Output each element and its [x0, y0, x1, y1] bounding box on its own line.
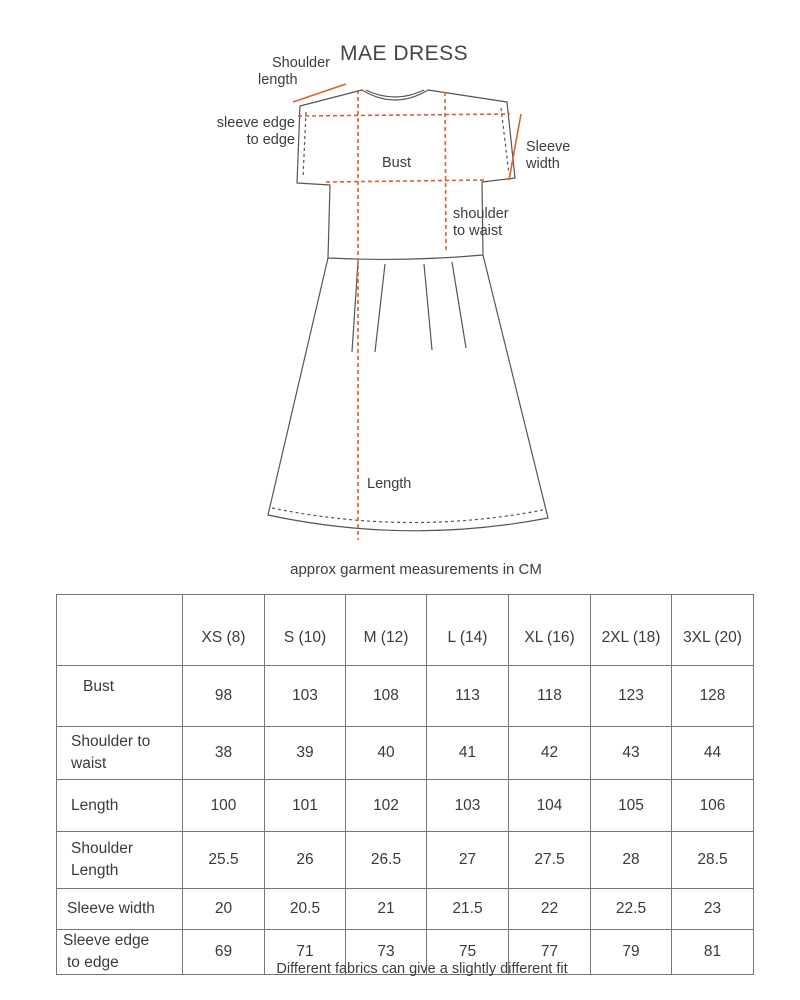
table-cell: 43 — [591, 727, 672, 780]
table-cell: 108 — [346, 666, 427, 727]
table-cell: 26.5 — [346, 832, 427, 889]
table-cell: 118 — [509, 666, 591, 727]
table-cell: 27.5 — [509, 832, 591, 889]
pleat — [375, 264, 385, 352]
table-cell: 27 — [427, 832, 509, 889]
table-cell: 73 — [346, 930, 427, 975]
table-row — [57, 832, 754, 889]
table-cell: 69 — [183, 930, 265, 975]
table-row — [57, 889, 754, 930]
label-bust: Bust — [382, 155, 412, 171]
table-cell: 26 — [265, 832, 346, 889]
table-cell: 38 — [183, 727, 265, 780]
table-cell: 104 — [509, 780, 591, 832]
table-row — [57, 666, 754, 727]
label-shoulder-to-waist: shoulder to waist — [453, 206, 509, 239]
table-cell: 41 — [427, 727, 509, 780]
sleeve-edge-line — [298, 114, 510, 116]
measurement-caption: approx garment measurements in CM — [290, 561, 542, 578]
row-label: Bust — [57, 666, 183, 727]
table-cell: 22 — [509, 889, 591, 930]
table-row — [57, 780, 754, 832]
table-cell: 39 — [265, 727, 346, 780]
table-cell: 20.5 — [265, 889, 346, 930]
sleeve-width-line — [509, 114, 521, 180]
size-table — [56, 594, 754, 975]
table-cell: 98 — [183, 666, 265, 727]
table-cell: 123 — [591, 666, 672, 727]
page-title: MAE DRESS — [340, 42, 469, 65]
table-cell: 44 — [672, 727, 754, 780]
table-cell: 75 — [427, 930, 509, 975]
table-cell: 25.5 — [183, 832, 265, 889]
label-sleeve-edge-to-edge: sleeve edge to edge — [216, 115, 295, 148]
table-cell: 23 — [672, 889, 754, 930]
table-cell: 20 — [183, 889, 265, 930]
shoulder-to-waist-line — [445, 92, 446, 252]
column-header: XS (8) — [183, 595, 265, 666]
table-cell: 71 — [265, 930, 346, 975]
table-cell: 106 — [672, 780, 754, 832]
left-sleeve-stitch — [303, 112, 306, 178]
table-cell: 105 — [591, 780, 672, 832]
table-cell: 102 — [346, 780, 427, 832]
table-cell: 21.5 — [427, 889, 509, 930]
table-cell: 101 — [265, 780, 346, 832]
table-cell: 77 — [509, 930, 591, 975]
table-cell: 21 — [346, 889, 427, 930]
row-label: Shoulder Length — [57, 832, 183, 889]
row-label: Sleeve width — [57, 889, 183, 930]
label-sleeve-width: Sleeve width — [526, 139, 571, 172]
table-cell: 42 — [509, 727, 591, 780]
pleat — [424, 264, 432, 350]
label-shoulder-length: Shoulder length — [258, 55, 330, 88]
table-header-row — [57, 595, 754, 666]
table-cell: 79 — [591, 930, 672, 975]
hem-stitch — [272, 508, 543, 523]
pleat — [452, 262, 466, 348]
label-length: Length — [367, 476, 412, 492]
table-cell: 103 — [427, 780, 509, 832]
row-label: Length — [57, 780, 183, 832]
column-header: XL (16) — [509, 595, 591, 666]
table-cell: 28 — [591, 832, 672, 889]
table-cell: 81 — [672, 930, 754, 975]
pleat — [352, 262, 358, 352]
table-cell: 40 — [346, 727, 427, 780]
table-cell: 22.5 — [591, 889, 672, 930]
table-cell: 100 — [183, 780, 265, 832]
column-header: M (12) — [346, 595, 427, 666]
column-header: 3XL (20) — [672, 595, 754, 666]
column-header: L (14) — [427, 595, 509, 666]
row-label: Shoulder to waist — [57, 727, 183, 780]
table-cell: 113 — [427, 666, 509, 727]
right-sleeve-stitch — [501, 108, 509, 174]
table-corner-cell — [57, 595, 183, 666]
table-cell: 103 — [265, 666, 346, 727]
table-cell: 28.5 — [672, 832, 754, 889]
row-label: Sleeve edge to edge — [57, 930, 183, 975]
table-cell: 128 — [672, 666, 754, 727]
bust-line — [326, 180, 486, 182]
fit-note: Different fabrics can give a slightly different fit — [276, 961, 568, 977]
table-row — [57, 727, 754, 780]
column-header: S (10) — [265, 595, 346, 666]
column-header: 2XL (18) — [591, 595, 672, 666]
